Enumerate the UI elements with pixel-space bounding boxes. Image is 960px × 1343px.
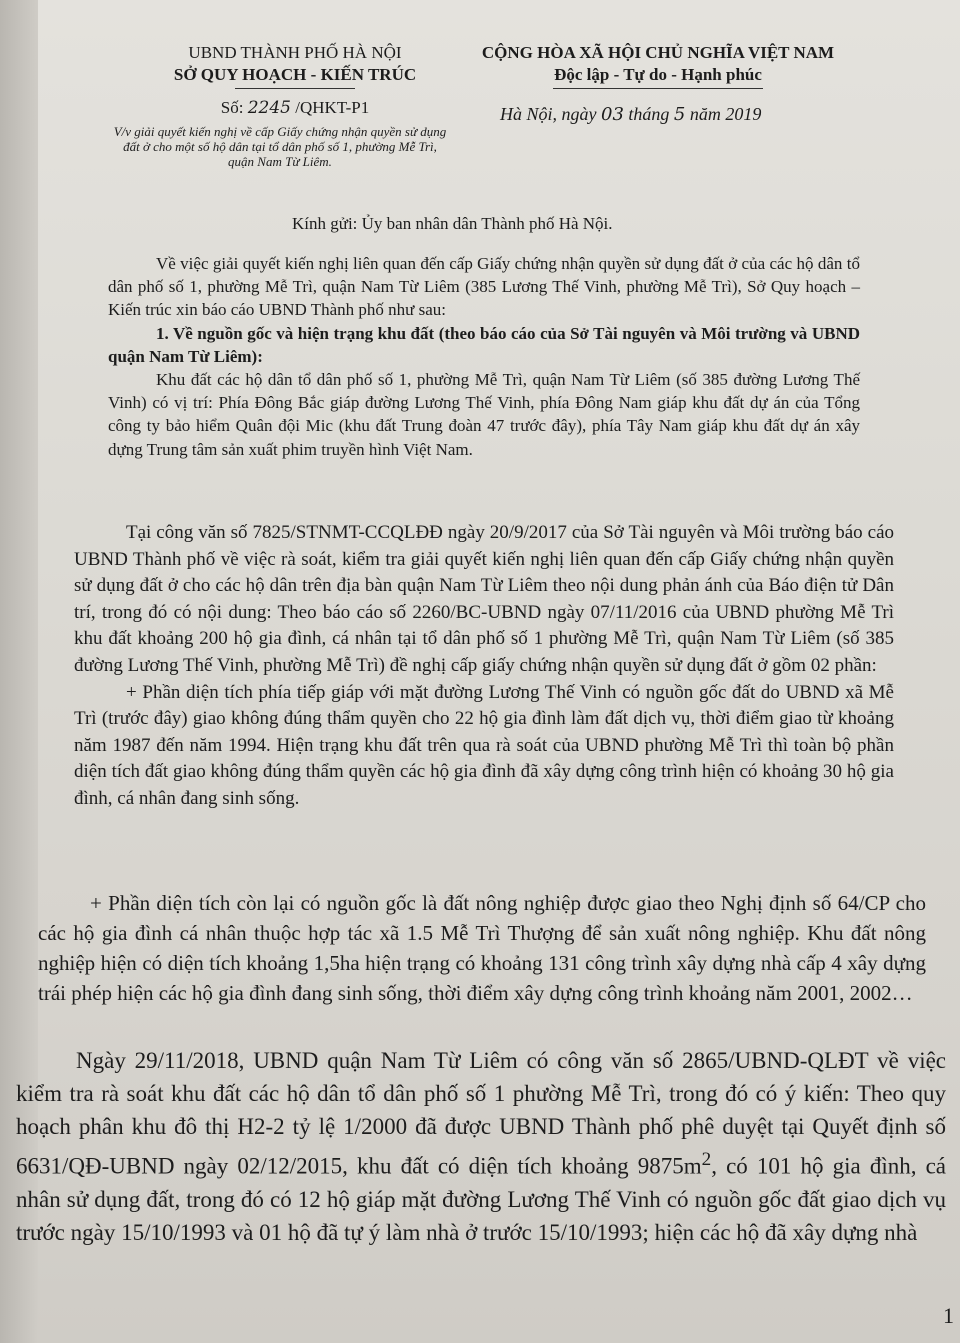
body-text-lower (38, 888, 926, 1008)
date-suffix: năm 2019 (685, 104, 762, 124)
plus-item-1: + Phần diện tích phía tiếp giáp với mặt đường Lương Thế Vinh có nguồn gốc đất do UBND xã Mễ Trì (trước đây) giao không đúng thẩm quyền cho 22 hộ gia đình làm đất dịch vụ, thời điểm giao từ khoảng năm 1987 đến năm 1994. Hiện trạng khu đất trên qua rà soát của UBND phường Mễ Trì thì toàn bộ phần diện tích đất giao không đúng thẩm quyền các hộ gia đình đã xây dựng công trình hiện có khoảng 30 hộ gia đình, cá nhân đang sinh sống. (74, 681, 894, 809)
body-text-middle (74, 520, 894, 813)
parent-organization: UBND THÀNH PHỐ HÀ NỘI (188, 43, 402, 62)
salutation: Kính gửi: Ủy ban nhân dân Thành phố Hà Nội. (292, 214, 613, 233)
page-number: 1 (943, 1303, 954, 1328)
doc-number-prefix: Số: (220, 98, 248, 117)
body-text-upper (108, 252, 860, 461)
section-1-heading: 1. Về nguồn gốc và hiện trạng khu đất (theo báo cáo của Sở Tài nguyên và Môi trường và UBND quận Nam Từ Liêm): (108, 323, 860, 366)
national-header (458, 42, 858, 89)
report-2018-paragraph (16, 1044, 946, 1249)
intro-paragraph: Về việc giải quyết kiến nghị liên quan đến cấp Giấy chứng nhận quyền sử dụng đất ở của các hộ dân tổ dân phố số 1, phường Mễ Trì, quận Nam Từ Liêm (385 Lương Thế Vinh, phường Mễ Trì), Sở Quy hoạch – Kiến trúc xin báo cáo UBND Thành phố như sau: (108, 254, 860, 320)
date-day: 03 (601, 104, 624, 125)
plus-item-2: + Phần diện tích còn lại có nguồn gốc là đất nông nghiệp được giao theo Nghị định số 64/CP cho các hộ gia đình cá nhân thuộc hợp tác xã 1.5 Mễ Trì Thượng để sản xuất nông nghiệp. Khu đất nông nghiệp hiện có diện tích khoảng 1,5ha hiện trạng có khoảng 131 công trình xây dựng nhà cấp 4 xây dựng trái phép hiện các hộ gia đình đang sinh sống, thời điểm xây dựng công trình khoảng năm 2001, 2002… (38, 891, 926, 1005)
doc-number-handwritten: 2245 (247, 98, 291, 118)
square-meter-superscript: 2 (701, 1149, 712, 1170)
location-paragraph: Khu đất các hộ dân tổ dân phố số 1, phường Mễ Trì, quận Nam Từ Liêm (số 385 đường Lương Thế Vinh) có vị trí: Phía Đông Bắc giáp đường Lương Thế Vinh, phía Đông Nam giáp khu đất dự án của Tổng công ty bảo hiểm Quân đội Mic (khu đất Trung đoàn 47 trước đây), phía Tây Nam giáp khu đất dự án xây dựng Trung tâm sản xuất phim truyền hình Việt Nam. (108, 370, 860, 459)
header-underline (235, 88, 355, 89)
date-prefix: Hà Nội, ngày (500, 104, 601, 124)
date-mid: tháng (623, 104, 674, 124)
report-7825-paragraph: Tại công văn số 7825/STNMT-CCQLĐĐ ngày 20/9/2017 của Sở Tài nguyên và Môi trường báo cáo UBND Thành phố về việc rà soát, kiểm tra giải quyết kiến nghị liên quan đến cấp Giấy chứng nhận quyền sử dụng đất ở cho các hộ dân trên địa bàn quận Nam Từ Liêm theo nội dung phản ánh của Báo điện tử Dân trí, trong đó có nội dung: Theo báo cáo số 2260/BC-UBND ngày 07/11/2016 của UBND phường Mễ Trì khu đất khoảng 200 hộ gia đình, cá nhân tại tổ dân phố số 1 phường Mễ Trì, quận Nam Từ Liêm (số 385 đường Lương Thế Vinh, phường Mễ Trì) đề nghị cấp giấy chứng nhận quyền sử dụng đất ở gồm 02 phần: (74, 522, 894, 676)
date-month: 5 (673, 104, 686, 125)
motto-underline (553, 88, 763, 89)
date-line (500, 104, 820, 125)
document-subject: V/v giải quyết kiến nghị về cấp Giấy chứng nhận quyền sử dụng đất ở cho một số hộ dân tại tổ dân phố số 1, phường Mễ Trì, quận Nam Từ Liêm. (113, 124, 447, 169)
body-text-bottom (16, 1044, 946, 1249)
document-number (150, 97, 440, 119)
national-motto: Độc lập - Tự do - Hạnh phúc (554, 65, 762, 84)
doc-number-suffix: /QHKT-P1 (290, 98, 370, 117)
report-2018-text-before: Ngày 29/11/2018, UBND quận Nam Từ Liêm có công văn số 2865/UBND-QLĐT về việc kiểm tra rà soát khu đất các hộ dân tổ dân phố số 1 phường Mễ Trì, trong đó có ý kiến: Theo quy hoạch phân khu đô thị H2-2 tỷ lệ 1/2000 đã được UBND Thành phố phê duyệt tại Quyết định số 6631/QĐ-UBND ngày 02/12/2015, khu đất có diện tích khoảng 9875m (16, 1048, 946, 1179)
report-2018-text-after: , có 101 hộ gia đình, cá nhân sử dụng đất, trong đó có 12 hộ giáp mặt đường Lương Thế Vinh có nguồn gốc đất giao dịch vụ trước ngày 15/10/1993 và 01 hộ đã tự ý làm nhà ở trước 15/10/1993; hiện các hộ đã xây dựng nhà (16, 1153, 946, 1245)
issuing-agency-header (150, 42, 440, 119)
issuing-organization: SỞ QUY HOẠCH - KIẾN TRÚC (173, 65, 417, 84)
country-name: CỘNG HÒA XÃ HỘI CHỦ NGHĨA VIỆT NAM (481, 43, 835, 62)
